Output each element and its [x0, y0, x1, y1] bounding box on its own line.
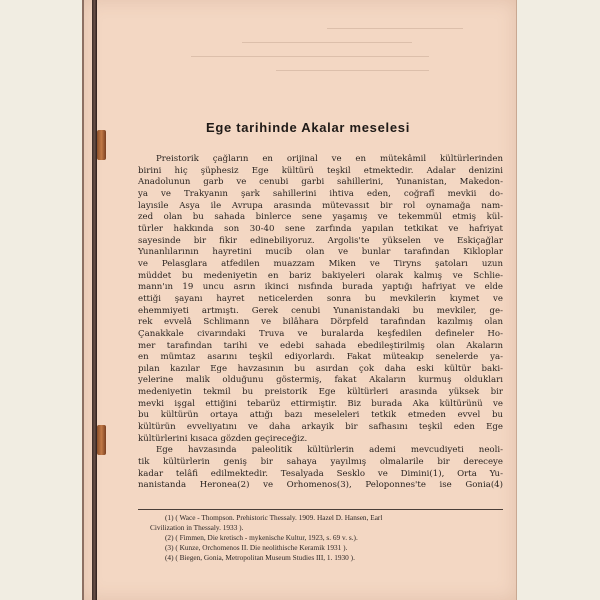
- footnotes: [150, 513, 505, 563]
- footnote-3: (3) ( Kunze, Orchomenos II. Die neolithische Keramik 1931 ).: [165, 543, 348, 553]
- body-line: mevki işgal ettiğini tebarüz ettirmiştir. Biz burada Aka kültürünü ve: [138, 398, 503, 409]
- body-line: ve Pelasglara atfedilen muazzam Miken ve Tiryns şatoları uzun: [138, 258, 503, 269]
- body-line: ehemmiyeti artmıştı. Gerek cenubi Yunanistandaki bu mevkiler, ge-: [138, 305, 503, 316]
- article-title: Ege tarihinde Akalar meselesi: [205, 120, 411, 135]
- body-line: ya ve Trakyanın şark sahillerini ihtiva eden, coğrafî mevkii do-: [138, 188, 503, 199]
- body-line: türler hakkında son 30-40 sene zarfında yapılan tetkikat ve hafriyat: [138, 223, 503, 234]
- book-spine: [92, 0, 97, 600]
- binding-staple-bottom: [97, 425, 106, 455]
- body-line: layısile Asya ile Avrupa arasında mütevassıt bir rol oynamağa nam-: [138, 200, 503, 211]
- body-line: rek evvelâ Schlimann ve bilâhara Dörpfeld tarafından kazılmış olan: [138, 317, 503, 328]
- body-line: yelerine malik olduğunu göstermiş, fakat Akaların kurmuş oldukları: [138, 375, 503, 386]
- body-line: en mümtaz asarını teşkil ediyorlardı. Fakat müteakıp senelerde ya-: [138, 352, 503, 363]
- body-line: medeniyetin tekmil bu preistorik Ege kültürleri arasında yüksek bir: [138, 387, 503, 398]
- body-line: zed olan bu sahada binlerce sene yaşamış ve tekemmül etmiş kül-: [138, 212, 503, 223]
- binding-staple-top: [97, 130, 106, 160]
- article-body: [138, 154, 503, 492]
- body-line: Çanakkale civarındaki Truva ve buralarda keşfedilen defineler Ho-: [138, 328, 503, 339]
- body-line: bu kültürün ortaya attığı bazı meseleleri tetkik etmeden evvel bu: [138, 410, 503, 421]
- body-line: kültürlerini kısaca gözden geçireceğiz.: [138, 433, 308, 444]
- body-line: nanistanda Heronea(2) ve Orhomenos(3), Peloponnes'te ise Gonia(4): [138, 480, 503, 491]
- footnote-divider: [138, 509, 503, 510]
- body-line: Yunanlılarının hayretini mucib olan ve bunlar tarafından Kiklоplar: [138, 247, 503, 258]
- body-line: pılan kazılar Ege havzasının bu asırdan çok daha eski kültür baki-: [138, 363, 503, 374]
- body-line: sayesinde bir fikir edinebiliyoruz. Argolis'te yükselen ve Eskiçağlar: [138, 235, 503, 246]
- body-line: Anadolunun garb ve cenubi garbi sahillerini, Yunanistan, Makedon-: [138, 177, 503, 188]
- body-line: tik kültürlerin geniş bir sahaya yayılmış olmalarile bir dereceye: [138, 457, 503, 468]
- reverse-page-bleed-through: [140, 28, 480, 98]
- footnote-1: (1) ( Wace - Thompson. Prehistoric Thessaly. 1909. Hazel D. Hansen, Earl: [165, 513, 383, 522]
- body-line: müddet bu medeniyetin en bariz bakiyeleri olarak kalmış ve Schlie-: [138, 270, 503, 281]
- footnote-4: (4) ( Biegen, Gonia, Metropolitan Museum Studies III, 1. 1930 ).: [165, 553, 355, 563]
- body-line: mer tarafından tarihi ve edebi sahada ebedileştirilmiş olan Akaların: [138, 340, 503, 351]
- footnote-1-continued: Civilization in Thessaly. 1933 ).: [150, 523, 244, 533]
- body-line: Preistorik çağların en orijinal ve en mütekâmil kültürlerinden: [156, 154, 503, 164]
- body-line: ettiği şayanı hayret neticelerden sonra bu mevkilerin kıymet ve: [138, 293, 503, 304]
- body-line: kadar telâfi edilmektedir. Tesalyada Sesklo ve Dimini(1), Orta Yu-: [138, 468, 503, 479]
- body-line: birini hiç şüphesiz Ege kültürü teşkil etmektedir. Adalar denizini: [138, 165, 503, 176]
- body-line: kültürün evveliyatını ve daha arkayik bir safhasını teşkil eden Ege: [138, 422, 503, 433]
- body-line: mann'ın 19 uncu asrın ikinci nısfında burada yaptığı hafriyat ve elde: [138, 282, 503, 293]
- footnote-2: (2) ( Fimmen, Die kretisch - mykenische Kultur, 1923, s. 69 v. s.).: [165, 533, 358, 543]
- body-line: Ege havzasında paleolitik kültürlerin ademi mevcudiyeti neoli-: [156, 445, 503, 456]
